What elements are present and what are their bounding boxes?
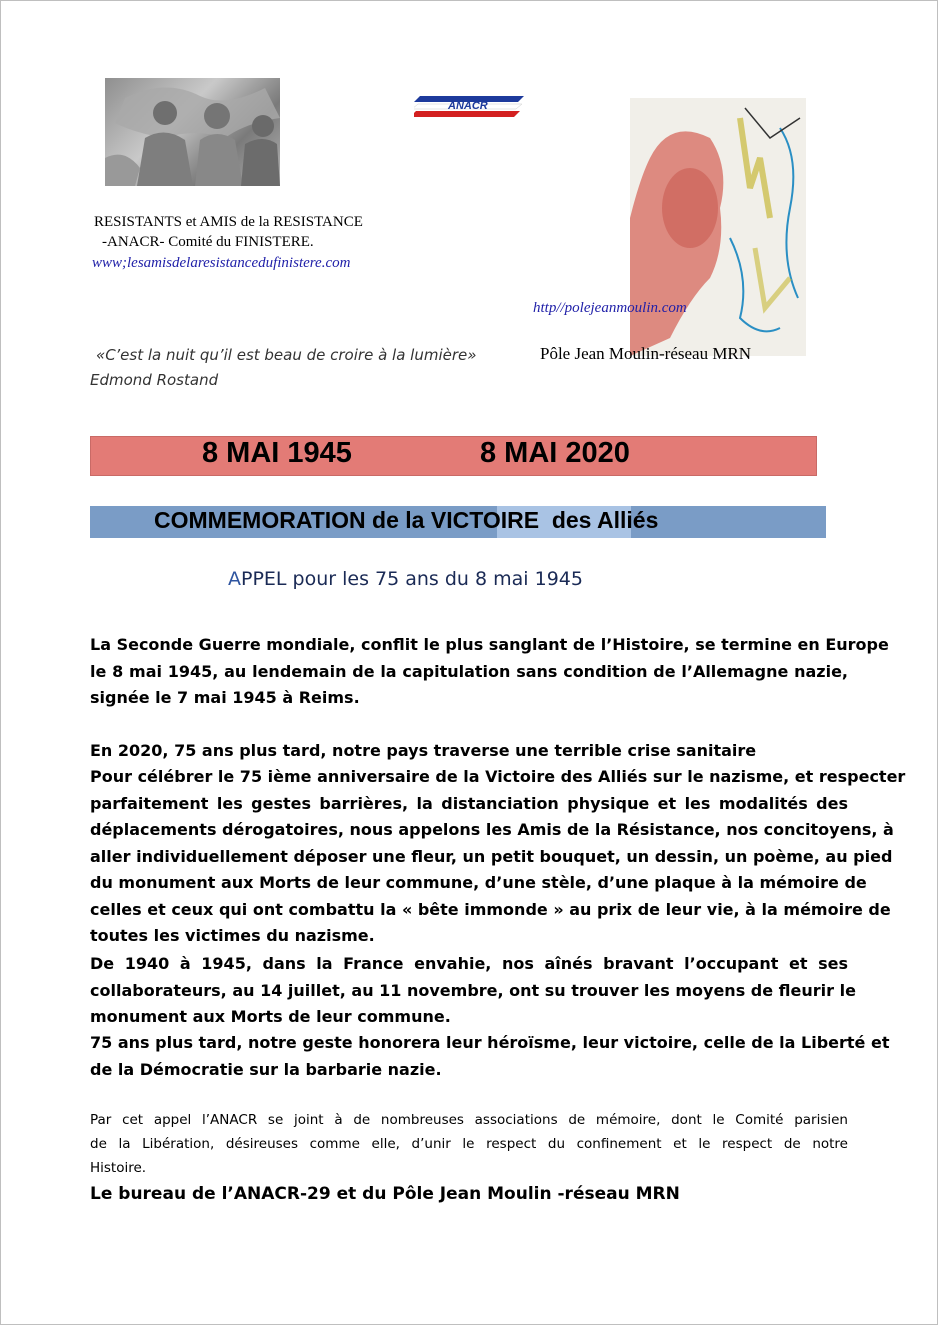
date-banner [90,436,817,476]
text-line: Histoire. [90,1160,147,1176]
paragraph-3 [90,951,856,1031]
jean-moulin-painting [630,98,806,356]
logo-text: ANACR [448,100,488,112]
signoff: Le bureau de l’ANACR-29 et du Pôle Jean Moulin -réseau MRN [90,1184,680,1204]
date-2020: 8 MAI 2020 [480,437,630,469]
org-name: RESISTANTS et AMIS de la RESISTANCE [94,214,363,230]
text-line: monument aux Morts de leur commune. [90,1007,451,1026]
pole-name: Pôle Jean Moulin-réseau MRN [540,344,752,363]
date-1945: 8 MAI 1945 [202,437,352,469]
paragraph-1 [90,632,889,712]
org-website-link[interactable]: www;lesamisdelaresistancedufinistere.com [92,255,351,271]
text-line: toutes les victimes du nazisme. [90,926,375,945]
text-line: déplacements dérogatoires, nous appelons les Amis de la Résistance, nos concitoyens, à [90,820,894,839]
text-line: aller individuellement déposer une fleur, un petit bouquet, un dessin, un poème, au pied [90,846,893,866]
text-line: du monument aux Morts de leur commune, d’une stèle, d’une plaque à la mémoire de [90,873,867,892]
resistance-relief-image [105,78,280,186]
text-line: Par cet appel l’ANACR se joint à de nombreuses associations de mémoire, dont le Comité parisien [90,1112,848,1128]
text-line: de la Démocratie sur la barbarie nazie. [90,1059,442,1079]
text-line: Pour célébrer le 75 ième anniversaire de la Victoire des Alliés sur le nazisme, et respecter [90,767,906,786]
quote-author: Edmond Rostand [90,371,219,389]
quote: «C’est la nuit qu’il est beau de croire à la lumière» [96,346,477,364]
paragraph-5 [90,1108,848,1180]
paragraph-2 [90,764,906,950]
text-line: De 1940 à 1945, dans la France envahie, nos aînés bravant l’occupant et ses [90,954,848,973]
text-line: de la Libération, désireuses comme elle, d’unir le respect du confinement et le respect de notre [90,1136,848,1152]
pole-website-link[interactable]: http//polejeanmoulin.com [533,300,687,316]
text-line: celles et ceux qui ont combattu la « bête immonde » au prix de leur vie, à la mémoire de [90,899,891,919]
appel-rest: PPEL pour les 75 ans du 8 mai 1945 [241,568,583,590]
text-line: La Seconde Guerre mondiale, conflit le plus sanglant de l’Histoire, se termine en Europe [90,635,889,654]
text-line: le 8 mai 1945, au lendemain de la capitulation sans condition de l’Allemagne nazie, [90,661,848,681]
text-line: parfaitement les gestes barrières, la distanciation physique et les modalités des [90,793,848,813]
text-line: collaborateurs, au 14 juillet, au 11 novembre, ont su trouver les moyens de fleurir le [90,980,856,1000]
commemoration-title: COMMEMORATION de la VICTOIRE des Alliés [154,507,659,533]
org-committee: -ANACR- Comité du FINISTERE. [102,234,314,250]
paragraph-2-intro [90,738,848,765]
paragraph-4 [90,1030,890,1083]
text-line: signée le 7 mai 1945 à Reims. [90,688,360,707]
text-line: 75 ans plus tard, notre geste honorera leur héroïsme, leur victoire, celle de la Liberté et [90,1033,890,1052]
appel-initial: A [228,568,241,590]
text-line: En 2020, 75 ans plus tard, notre pays traverse une terrible crise sanitaire [90,741,757,760]
appel-heading [228,568,583,590]
anacr-logo [414,92,526,118]
